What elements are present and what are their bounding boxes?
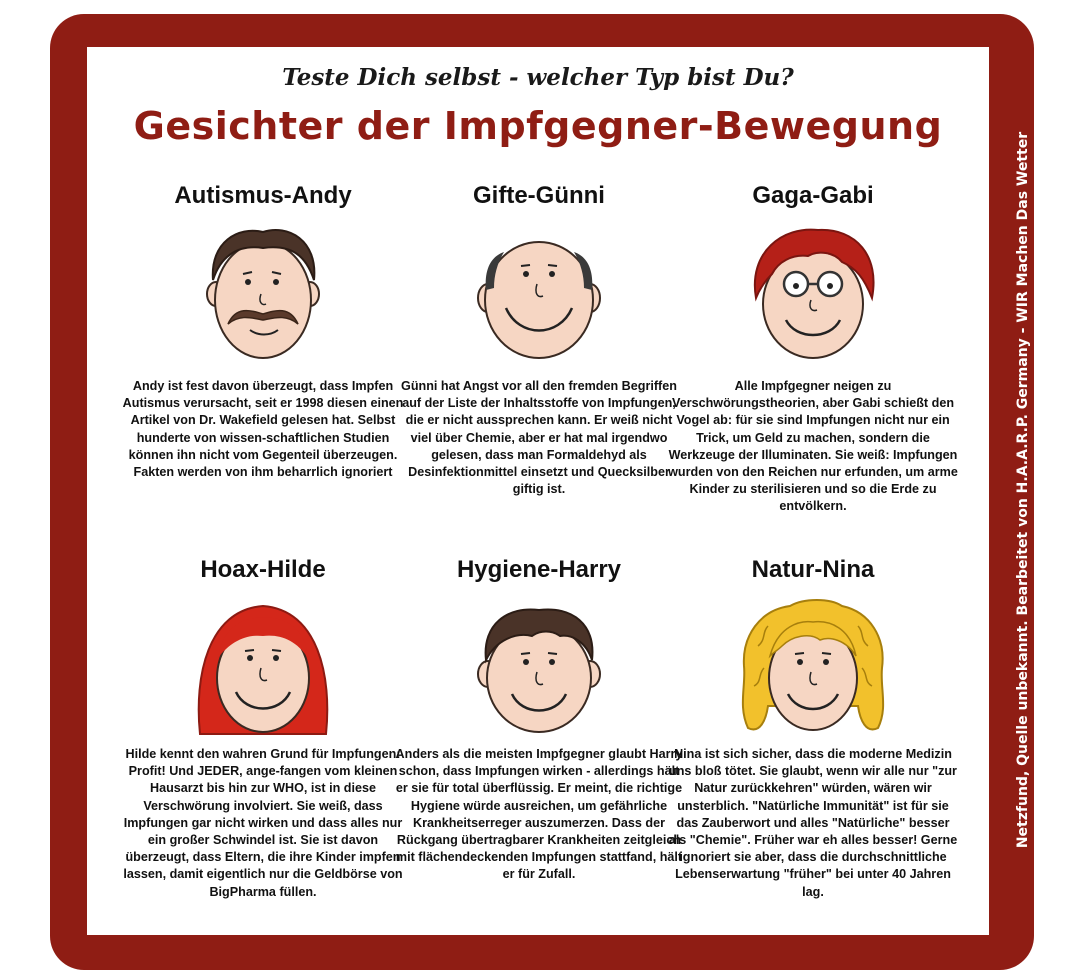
type-name: Hygiene-Harry xyxy=(456,556,622,583)
side-credit: Netzfund, Quelle unbekannt. Bearbeitet von H.A.A.R.P. Germany - WIR Machen Das Wetter xyxy=(1015,131,1031,849)
type-description: Anders als die meisten Impfgegner glaubt Harry schon, dass Impfungen wirken - allerdings hält er sie für total überflüssig. Er meint, die richtige Hygiene würde ausreichen, um gefährliche Krankheitserreger auszumerzen. Dass der Rückgang übertragbarer Krankheiten zeitgleich mit flächendeckenden Impfungen stattfand, hält er für Zufall. xyxy=(395,747,683,882)
boy-brown-hair-face-icon xyxy=(464,596,614,736)
poster-title: Gesichter der Impfgegner-Bewegung xyxy=(133,104,943,148)
poster-subtitle: Teste Dich selbst - welcher Typ bist Du? xyxy=(282,64,794,91)
type-description: Andy ist fest davon überzeugt, dass Impfen Autismus verursacht, seit er 1998 diesen einen Artikel von Dr. Wakefield gelesen hat. Selbst hunderte von wissen-schaftlichen Studien können ihn nicht vom Gegenteil überzeugen. Fakten werden von ihm beharrlich ignoriert xyxy=(122,379,404,480)
woman-red-hair-face-icon xyxy=(188,596,338,736)
type-name: Natur-Nina xyxy=(751,556,875,583)
type-description: Hilde kennt den wahren Grund für Impfungen: Profit! Und JEDER, ange-fangen vom kleinen Hausarzt bis hin zur WHO, ist in diese Verschwörung involviert. Sie weiß, dass Impfungen gar nicht wirken und dass alles nur ein großer Schwindel ist. Sie ist davon überzeugt, dass Eltern, die ihre Kinder impfen lassen, damit eigentlich nur die Geldbörse von BigPharma füllen. xyxy=(123,747,403,899)
type-name: Autismus-Andy xyxy=(174,182,352,209)
woman-blonde-curly-face-icon xyxy=(738,596,888,736)
type-name: Gifte-Günni xyxy=(473,182,605,209)
bald-man-face-icon xyxy=(464,222,614,362)
type-description: Nina ist sich sicher, dass die moderne Medizin uns bloß tötet. Sie glaubt, wenn wir alle nur "zur Natur zurückkehren" würden, wären wir unsterblich. "Natürliche Immunität" ist für sie das Zauberwort und alles "Natürliche" besser als "Chemie". Früher war eh alles besser! Gerne ignoriert sie aber, dass die durchschnittliche Lebenserwartung "früher" bei unter 40 Jahren lag. xyxy=(668,747,958,899)
type-description: Alle Impfgegner neigen zu Verschwörungstheorien, aber Gabi schießt den Vogel ab: für sie sind Impfungen nicht nur ein Trick, um Geld zu machen, sondern die Werkzeuge der Illuminaten. Sie weiß: Impfungen wurden von den Reichen nur erfunden, um arme Kinder zu sterilisieren und so die Erde zu entvölkern. xyxy=(668,379,958,514)
type-name: Gaga-Gabi xyxy=(752,182,874,209)
type-description: Günni hat Angst vor all den fremden Begriffen auf der Liste der Inhaltsstoffe von Impfungen, die er nicht aussprechen kann. Er weiß nicht viel über Chemie, aber er hat mal irgendwo gelesen, dass man Formaldehyd als Desinfektionmittel einsetzt und Quecksilber giftig ist. xyxy=(401,379,677,497)
woman-glasses-face-icon xyxy=(738,222,888,362)
type-name: Hoax-Hilde xyxy=(200,556,326,583)
man-mustache-face-icon xyxy=(188,222,338,362)
